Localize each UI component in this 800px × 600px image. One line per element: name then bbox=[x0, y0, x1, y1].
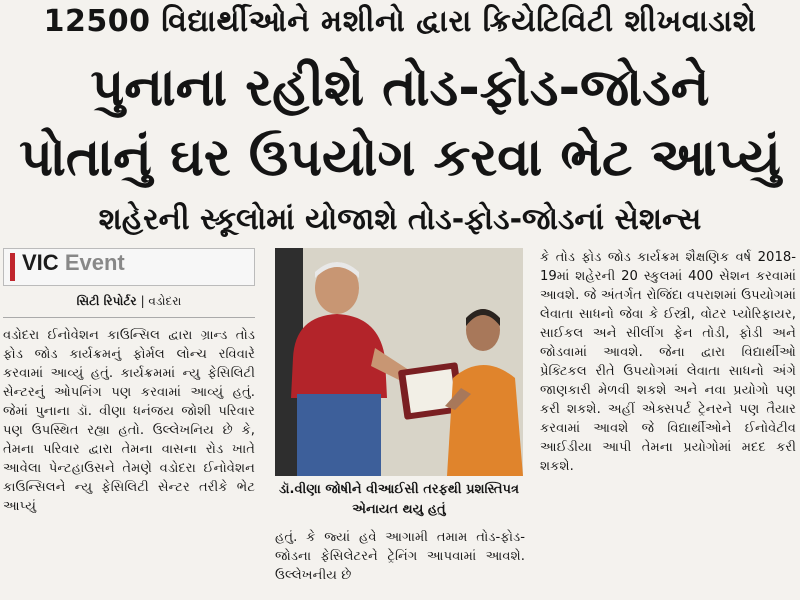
vic-event-badge bbox=[3, 248, 255, 286]
badge-vic-label: VIC bbox=[22, 250, 59, 275]
main-headline-line1: પુનાના રહીશે તોડ-ફોડ-જોડને bbox=[90, 58, 710, 118]
main-headline-line2: પોતાનું ઘર ઉપયોગ કરવા ભેટ આપ્યું bbox=[19, 128, 781, 188]
badge-event-label: Event bbox=[64, 250, 125, 275]
award-presentation-photo bbox=[275, 248, 523, 476]
photo-caption: ડૉ.વીણા જોષીને વીઆઈસી તરફથી પ્રશસ્તિપત્ર એનાયત થયુ હતું bbox=[279, 482, 519, 517]
middle-column bbox=[275, 528, 525, 585]
article-text-left: વડોદરા ઈનોવેશન કાઉન્સિલ દ્વારા ગ્રાન્ડ તોડ ફોડ જોડ કાર્યક્રમનું ફોર્મલ લોન્ચ રવિવારે કરવામાં આવ્યું હતું. કાર્યક્રમમાં ન્યુ ફેસિલિટી સેન્ટરનું ઓપનિંગ પણ કરવામાં આવ્યું હતું. જેમાં પુનાના ડૉ. વીણા ધનંજય જોશી પરિવાર પણ ઉપસ્થિત રહ્યા હતો. ઉલ્લેખનિય છે કે, તેમના પરિવાર દ્વારા તેમના વાસના રોડ ખાતે આવેલા પેન્ટહાઉસને તેમણે વડોદરા ઈનોવેશન કાઉન્સિલને ન્યુ ફેસિલિટી સેન્ટર તરીકે ભેટ આપ્યું bbox=[3, 328, 255, 514]
badge-accent-bar bbox=[10, 253, 15, 281]
byline-place: વડોદરા bbox=[148, 294, 182, 308]
byline-reporter: સિટી રિપોર્ટર bbox=[76, 294, 137, 308]
left-column bbox=[3, 248, 255, 516]
right-column bbox=[540, 248, 796, 476]
article-text-middle: હતું. કે જ્યાં હવે આગામી તમામ તોડ-ફોડ-જોડના ફેસિલેટરને ટ્રેનિંગ આપવામાં આવશે. ઉલ્લેખનીય છે bbox=[275, 530, 525, 583]
article-photo bbox=[275, 248, 523, 476]
kicker-headline: 12500 વિદ્યાર્થીઓને મશીનો દ્વારા ક્રિયેટિવિટી શીખવાડાશે bbox=[43, 4, 757, 39]
byline: સિટી રિપોર્ટર | વડોદરા bbox=[3, 292, 255, 318]
subheadline: શહેરની સ્કૂલોમાં યોજાશે તોડ-ફોડ-જોડનાં સેશન્સ bbox=[98, 202, 702, 237]
article-text-right: કે તોડ ફોડ જોડ કાર્યક્રમ શૈક્ષણિક વર્ષ 2018-19માં શહેરની 20 સ્કુલમાં 400 સેશન કરવામાં આવશે. જે અંતર્ગત રોજિંદા વપરાશમાં ઉપયોગમાં લેવાતા સાધનો જેવા કે ઈસ્ત્રી, વોટર પ્યોરિફાયર, સાઈકલ અને સીલીંગ ફેન તોડી, ફોડી અને જોડવામાં આવશે. જેના દ્વારા વિદ્યાર્થીઓ પ્રેક્ટિકલ રીતે ઉપયોગમાં લેવાતા સાધનો અંગે જાણકારી મેળવી શકશે અને નવા પ્રયોગો પણ કરી શકશે. અહીં એક્સપર્ટ ટ્રેનરને પણ તૈયાર કરવામાં આવશે જે વિદ્યાર્થીઓને ઈનોવેટીવ આઈડીયા આપી તેમના પ્રયોગોમાં મદદ કરી શકશે. bbox=[540, 250, 796, 474]
